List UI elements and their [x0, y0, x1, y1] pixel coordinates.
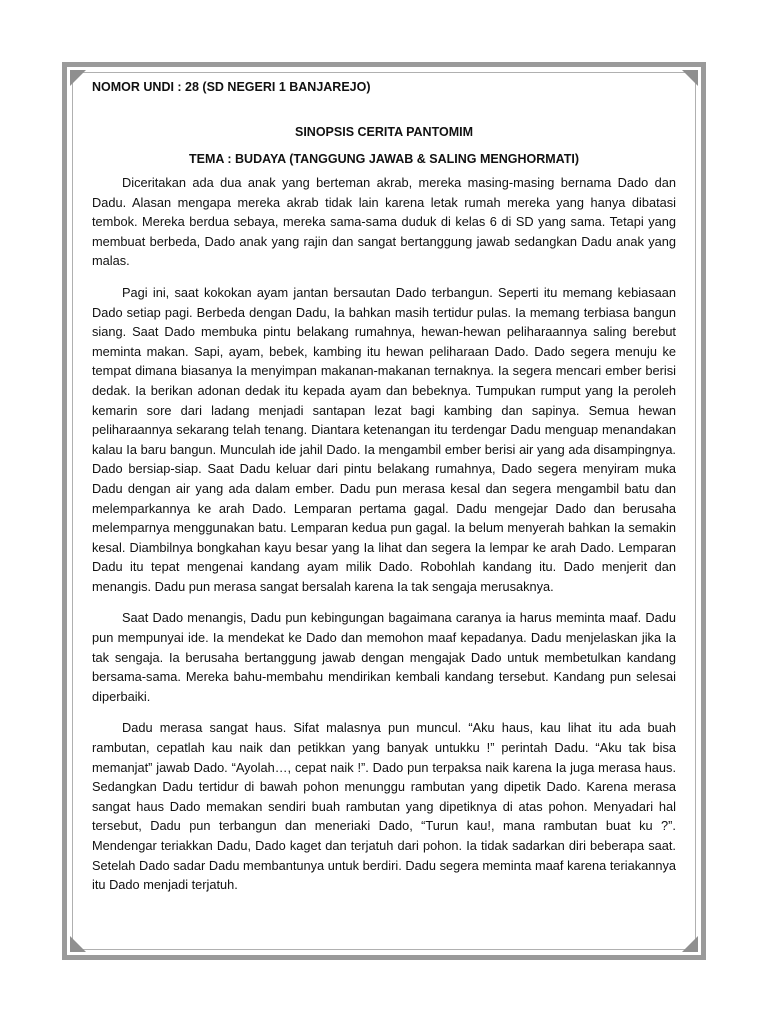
document-body: [92, 78, 676, 907]
paragraph: Saat Dado menangis, Dadu pun kebingungan bagaimana caranya ia harus meminta maaf. Dadu pun mempunyai ide. Ia mendekat ke Dado dan memohon maaf kepadanya. Dadu menjelaskan jika Ia tak sengaja. Ia berusaha bertanggung jawab dengan mengajak Dado untuk membetulkan kandang bersama-sama. Mereka bahu-membahu mendirikan kembali kandang tersebut. Kandang pun selesai diperbaiki.: [92, 610, 676, 704]
title-block: [92, 124, 676, 167]
corner-ornament-top-right: [682, 70, 698, 86]
corner-ornament-bottom-right: [682, 936, 698, 952]
corner-ornament-bottom-left: [70, 936, 86, 952]
document-theme: TEMA : BUDAYA (TANGGUNG JAWAB & SALING MENGHORMATI): [188, 152, 580, 166]
entry-number-header: NOMOR UNDI : 28 (SD NEGERI 1 BANJAREJO): [92, 80, 371, 94]
paragraph: Diceritakan ada dua anak yang berteman akrab, mereka masing-masing bernama Dado dan Dadu. Alasan mengapa mereka akrab tidak lain karena letak rumah mereka yang hanya dibatasi tembok. Mereka berdua sebaya, mereka sama-sama duduk di kelas 6 di SD yang sama. Tetapi yang membuat berbeda, Dado anak yang rajin dan sangat bertanggung jawab sedangkan Dadu anak yang malas.: [92, 175, 676, 269]
paragraph: Pagi ini, saat kokokan ayam jantan bersautan Dado terbangun. Seperti itu memang kebiasaan Dado setiap pagi. Berbeda dengan Dadu, Ia bahkan masih tertidur pulas. Ia memang terbiasa bangun siang. Saat Dado membuka pintu belakang rumahnya, hewan-hewan peliharaannya saling berebut meminta makan. Sapi, ayam, bebek, kambing itu hewan peliharaan Dado. Dado segera menuju ke tempat dimana biasanya Ia menyimpan makanan-makanan ternaknya. Ia segera mencari ember berisi dedak. Ia berikan adonan dedak itu kepada ayam dan bebeknya. Tumpukan rumput yang Ia peroleh kemarin sore dari ladang menjadi santapan lezat bagi kambing dan sapinya. Semua hewan peliharaannya sekarang telah tenang. Diantara ketenangan itu terdengar Dadu menguap menandakan kalau Ia baru bangun. Munculah ide jahil Dado. Ia mengambil ember berisi air yang ada disampingnya. Dado bersiap-siap. Saat Dadu keluar dari pintu belakang rumahnya, Dado segera menyiram muka Dadu dengan air yang ada dalam ember. Dadu pun merasa kesal dan segera mengambil batu dan melemparkannya ke arah Dado. Lemparan pertama gagal. Dadu mengejar Dado dan berusaha melemparnya menggunakan batu. Lemparan kedua pun gagal. Ia belum menyerah bahkan Ia semakin kesal. Diambilnya bongkahan kayu besar yang Ia lihat dan segera Ia lempar ke arah Dado. Lemparan Dadu itu tepat mengenai kandang ayam milik Dado. Robohlah kandang itu. Dado menjerit dan menangis. Dadu pun merasa sangat bersalah karena Ia tak sengaja merusaknya.: [92, 284, 676, 594]
corner-ornament-top-left: [70, 70, 86, 86]
document-title: SINOPSIS CERITA PANTOMIM: [294, 125, 474, 139]
paragraph: Dadu merasa sangat haus. Sifat malasnya pun muncul. “Aku haus, kau lihat itu ada buah rambutan, cepatlah kau naik dan petikkan yang banyak untukku !” perintah Dadu. “Aku tak bisa memanjat” jawab Dado. “Ayolah…, cepat naik !”. Dado pun terpaksa naik karena Ia juga merasa haus. Sedangkan Dadu tertidur di bawah pohon menunggu rambutan yang dipetik Dado. Karena merasa sangat haus Dado memakan sendiri buah rambutan yang dipetiknya di atas pohon. Menyadari hal tersebut, Dadu pun terbangun dan meneriaki Dado, “Turun kau!, mana rambutan buat ku ?”. Mendengar teriakkan Dadu, Dado kaget dan terjatuh dari pohon. Ia tidak sadarkan diri beberapa saat. Setelah Dado sadar Dadu membantunya untuk berdiri. Dadu segera meminta maaf karena teriakannya itu Dado menjadi terjatuh.: [92, 720, 676, 893]
